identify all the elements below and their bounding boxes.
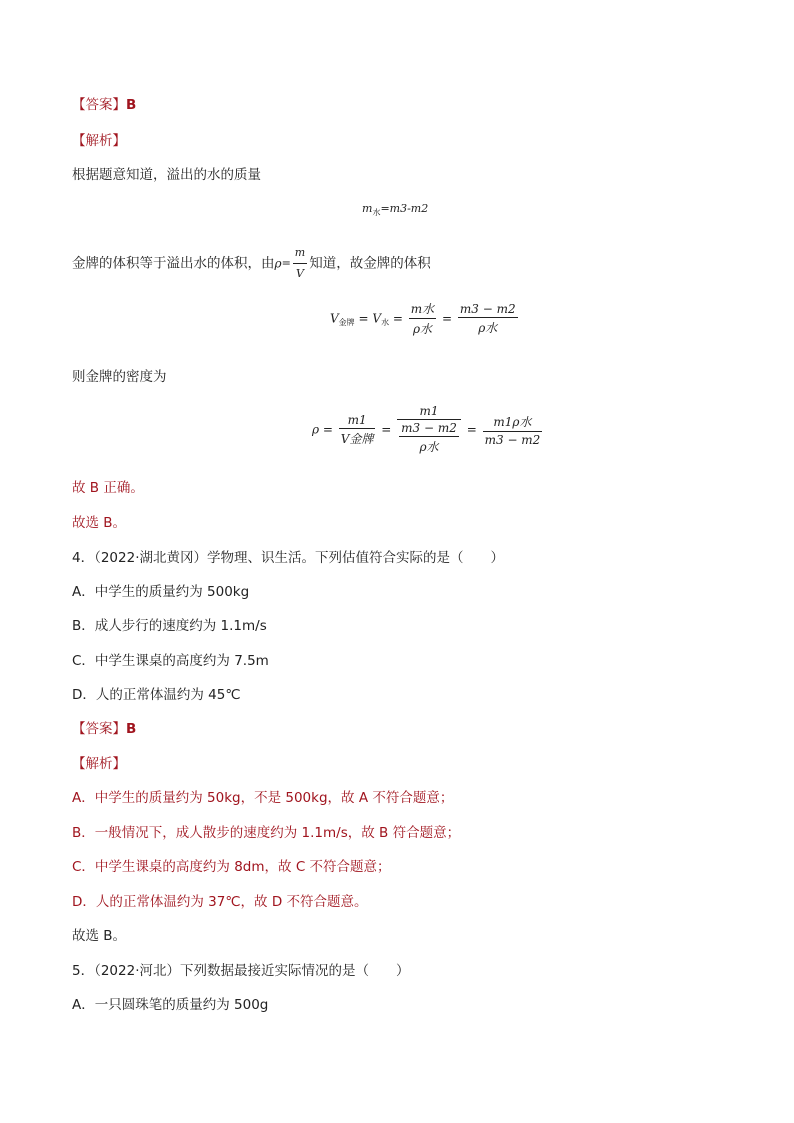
question-4-stem: 4．（2022·湖北黄冈）学物理、识生活。下列估值符合实际的是（ ） — [72, 550, 504, 566]
conclusion-1: 故 B 正确。 — [72, 480, 144, 496]
analysis-label-2: 【解析】 — [72, 756, 126, 772]
choose-2: 故选 B。 — [72, 928, 127, 944]
analysis-2-line-a: A．中学生的质量约为 50kg，不是 500kg，故 A 不符合题意； — [72, 790, 454, 806]
question-4-option-d: D．人的正常体温约为 45℃ — [72, 687, 241, 703]
analysis-2-line-b: B．一般情况下，成人散步的速度约为 1.1m/s，故 B 符合题意； — [72, 825, 461, 841]
analysis-label: 【解析】 — [72, 133, 126, 149]
question-4-option-c: C．中学生课桌的高度约为 7.5m — [72, 653, 269, 669]
answer-label — [72, 96, 136, 114]
analysis-2-line-d: D．人的正常体温约为 37℃，故 D 不符合题意。 — [72, 894, 368, 910]
question-4-option-a: A．中学生的质量约为 500kg — [72, 584, 250, 600]
equation-water-mass: $m_水=m3-m2$ — [362, 202, 429, 217]
choose-1: 故选 B。 — [72, 515, 127, 531]
equation-medal-volume: $V_{金牌} = V_水$ = $\frac{\text{m水}}{\text{ρ水}}$ = $\frac{m3 - m2}{\text{ρ水}}$ — [330, 301, 516, 336]
analysis-text-1: 根据题意知道，溢出的水的质量 — [72, 167, 261, 183]
answer-bracket: 【答案】 — [72, 97, 126, 113]
question-5-option-a: A．一只圆珠笔的质量约为 500g — [72, 997, 269, 1013]
answer-label-2: 【答案】B — [72, 721, 137, 737]
equation-medal-density: ρ = $\frac{m1}{\text{V金牌}}$ = $\frac{m1}{\frac{m3 - m2}{\text{ρ水}}}$ = $\frac{\text{m1ρ水}}{m3 - m2}$ — [312, 404, 541, 454]
analysis-2-line-c: C．中学生课桌的高度约为 8dm，故 C 不符合题意； — [72, 859, 391, 875]
analysis-text-3: 则金牌的密度为 — [72, 369, 167, 385]
question-4-option-b: B．成人步行的速度约为 1.1m/s — [72, 618, 267, 634]
fraction-m-over-v: $\frac{m}{V}$ — [294, 246, 306, 280]
answer-value: B — [126, 97, 137, 113]
analysis-text-2: 金牌的体积等于溢出水的体积，由ρ= $\frac{m}{V}$ 知道，故金牌的体积 — [72, 244, 431, 283]
question-5-stem: 5．（2022·河北）下列数据最接近实际情况的是（ ） — [72, 963, 410, 979]
